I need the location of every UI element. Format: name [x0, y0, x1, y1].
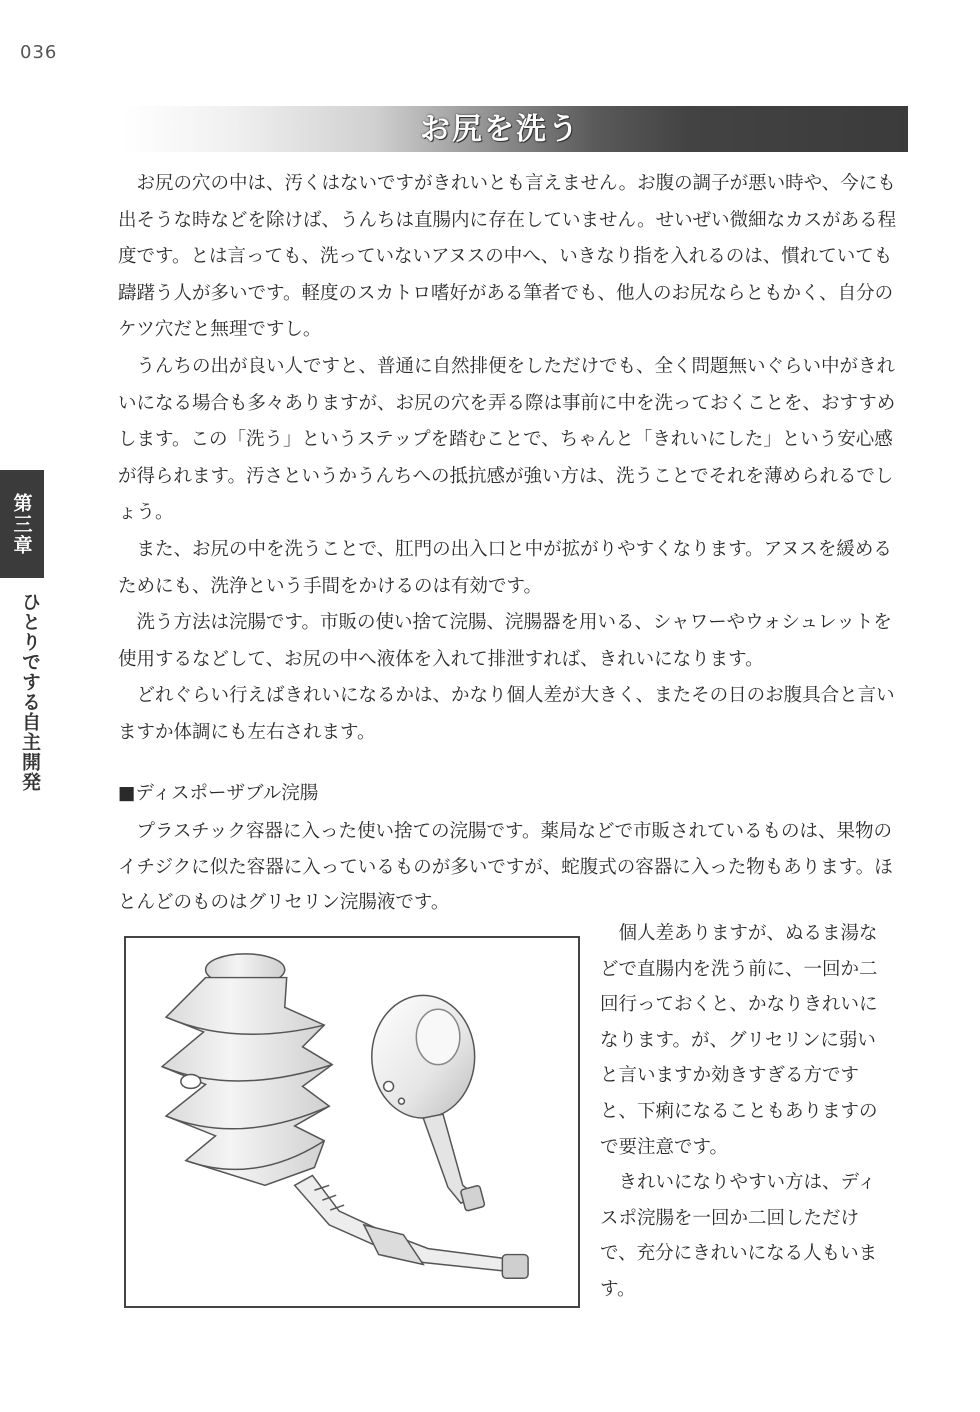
section-body — [118, 814, 898, 921]
enema-drawing — [126, 938, 578, 1306]
paragraph: うんちの出が良い人ですと、普通に自然排便をしただけでも、全く問題無いぐらい中がきれいになる場合も多々ありますが、お尻の穴を弄る際は事前に中を洗っておくことを、おすすめします。この「洗う」というステップを踏むことで、ちゃんと「きれいにした」という安心感が得られます。汚さというかうんちへの抵抗感が強い方は、洗うことでそれを薄められるでしょう。 — [118, 355, 896, 524]
section-heading: ■ディスポーザブル浣腸 — [118, 783, 319, 804]
side-paragraph: 個人差ありますが、ぬるま湯などで直腸内を洗う前に、一回か二回行っておくと、かなりきれいになります。が、グリセリンに弱いと言いますか効きすぎる方ですと、下痢になることもありますので要注意です。 — [600, 923, 878, 1158]
chapter-tab — [0, 470, 44, 578]
chapter-subtitle-label: ひとりでする自主開発 — [19, 592, 41, 792]
paragraph: お尻の穴の中は、汚くはないですがきれいとも言えません。お腹の調子が悪い時や、今にも出そうな時などを除けば、うんちは直腸内に存在していません。せいぜい微細なカスがある程度です。とは言っても、洗っていないアヌスの中へ、いきなり指を入れるのは、慣れていても躊躇う人が多いです。軽度のスカトロ嗜好がある筆者でも、他人のお尻ならともかく、自分のケツ穴だと無理ですし。 — [118, 173, 897, 341]
side-paragraph: きれいになりやすい方は、ディスポ浣腸を一回か二回しただけで、充分にきれいになる人もいます。 — [600, 1172, 878, 1300]
enema-nozzle — [295, 1175, 528, 1278]
bulb-enema — [372, 995, 485, 1211]
paragraph: 洗う方法は浣腸です。市販の使い捨て浣腸、浣腸器を用いる、シャワーやウォシュレットを使用するなどして、お尻の中へ液体を入れて排泄すれば、きれいになります。 — [118, 612, 892, 670]
side-text — [600, 916, 890, 1308]
paragraph: また、お尻の中を洗うことで、肛門の出入口と中が拡がりやすくなります。アヌスを緩めるためにも、洗浄という手間をかけるのは有効です。 — [118, 538, 892, 597]
enema-illustration — [124, 936, 580, 1308]
bellows-container — [162, 954, 332, 1185]
page-title: お尻を洗う — [420, 112, 580, 147]
paragraph: どれぐらい行えばきれいになるかは、かなり個人差が大きく、またその日のお腹具合と言いますか体調にも左右されます。 — [118, 685, 895, 743]
page-number: 036 — [20, 42, 58, 63]
main-body — [118, 166, 898, 752]
section-paragraph: プラスチック容器に入った使い捨ての浣腸です。薬局などで市販されているものは、果物のイチジクに似た容器に入っているものが多いですが、蛇腹式の容器に入った物もあります。ほとんどのものはグリセリン浣腸液です。 — [118, 821, 893, 914]
chapter-subtitle — [0, 592, 44, 792]
chapter-tab-label: 第三章 — [10, 492, 33, 556]
